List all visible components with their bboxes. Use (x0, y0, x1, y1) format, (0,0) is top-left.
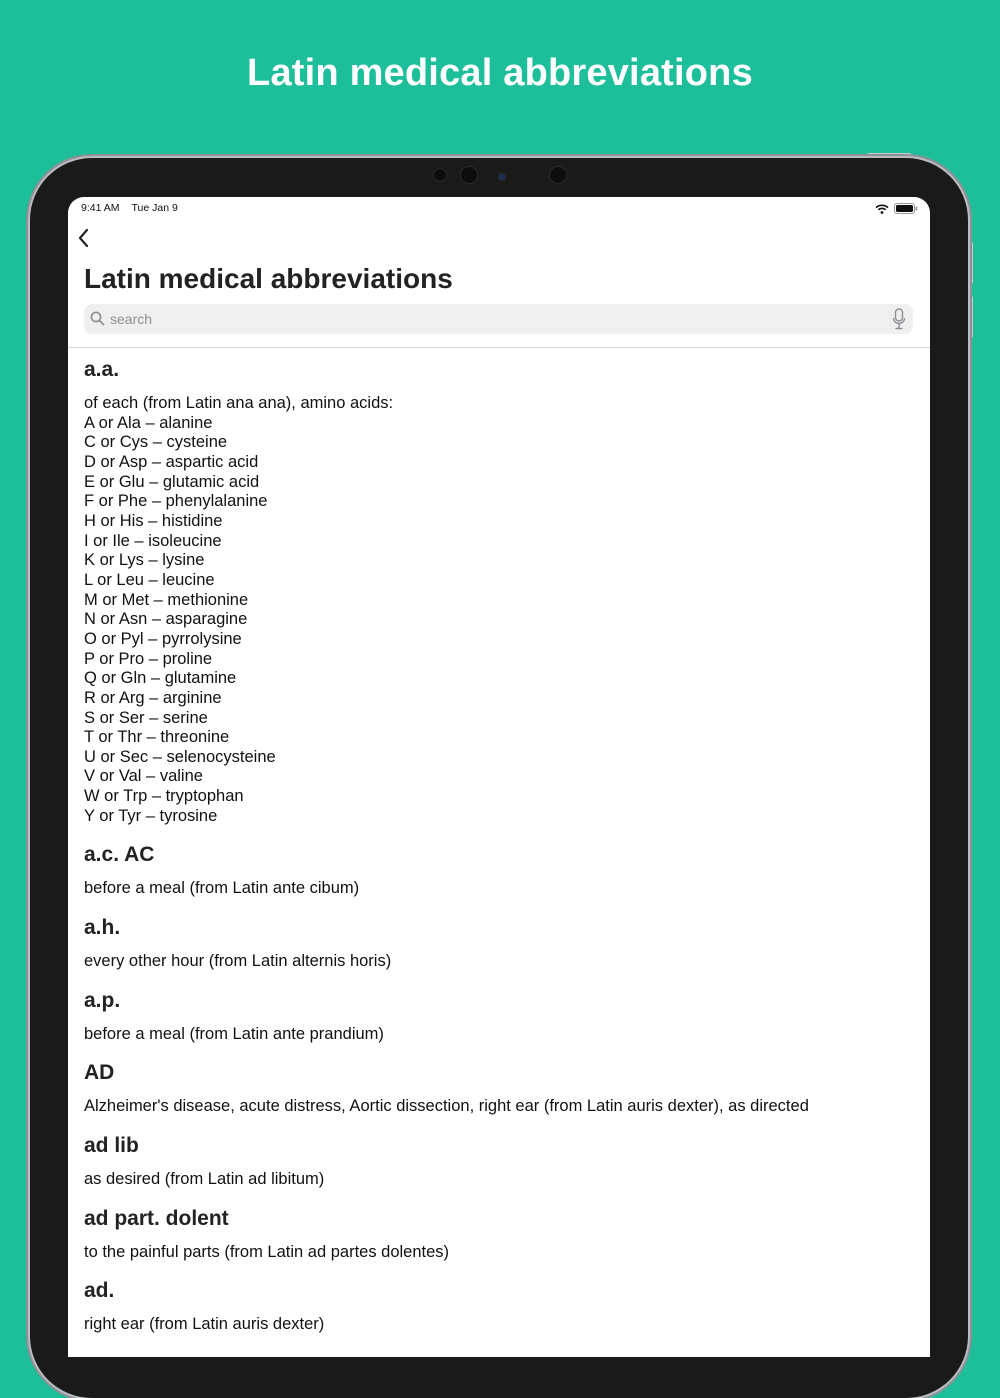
microphone-icon[interactable] (892, 308, 906, 335)
face-sensor (549, 166, 567, 184)
entry-definition: right ear (from Latin auris dexter) (84, 1315, 325, 1334)
status-icons (875, 201, 918, 219)
chevron-left-icon (76, 236, 92, 253)
camera-sensor (433, 168, 447, 182)
promo-banner-title: Latin medical abbreviations (247, 52, 753, 94)
entry-definition: Alzheimer's disease, acute distress, Aortic dissection, right ear (from Latin auris dexter), as directed (84, 1097, 809, 1116)
list-item[interactable] (84, 1060, 914, 1117)
entry-term: a.h. (84, 916, 121, 940)
entry-definition: every other hour (from Latin alternis horis) (84, 952, 392, 971)
list-item[interactable] (84, 1278, 914, 1335)
camera-indicator (498, 173, 506, 181)
device-volume-down-button (968, 296, 973, 338)
list-item[interactable] (84, 915, 914, 972)
front-camera (460, 166, 478, 184)
back-button[interactable] (76, 227, 92, 254)
list-item[interactable] (84, 988, 914, 1045)
entry-term: a.a. (84, 358, 120, 381)
entry-definition: before a meal (from Latin ante cibum) (84, 879, 360, 898)
header-divider (68, 347, 930, 348)
device-volume-up-button (968, 242, 973, 284)
status-bar (81, 202, 178, 214)
entry-definition: of each (from Latin ana ana), amino acids: A or Ala – alanine C or Cys – cysteine D or Asp – aspartic acid E or Glu – glutamic acid F or Phe – phenylalanine H or His – histidine I or Ile – isoleucine K or Lys – lysine L or Leu – leucine M or Met – methionine N or Asn – asparagine O or Pyl – pyrrolysine P or Pro – proline Q or Gln – glutamine R or Arg – arginine S or Ser – serine T or Thr – threonine U or Sec – selenocysteine V or Val – valine W or Trp – tryptophan Y or Tyr – tyrosine (84, 394, 394, 825)
entry-term: ad lib (84, 1134, 139, 1158)
entry-term: ad. (84, 1279, 115, 1303)
list-item[interactable] (84, 357, 914, 826)
status-date: Tue Jan 9 (131, 202, 178, 214)
entry-term: a.p. (84, 988, 121, 1012)
app-screen (68, 197, 930, 1357)
entry-term: a.c. AC (84, 843, 155, 867)
wifi-icon (875, 201, 889, 219)
search-icon (90, 311, 105, 331)
battery-icon (894, 201, 918, 219)
list-item[interactable] (84, 1206, 914, 1263)
search-bar[interactable] (84, 304, 913, 334)
entry-definition: to the painful parts (from Latin ad partes dolentes) (84, 1242, 450, 1261)
page-title: Latin medical abbreviations (84, 263, 453, 294)
status-time: 9:41 AM (81, 202, 120, 214)
entry-definition: before a meal (from Latin ante prandium) (84, 1024, 384, 1043)
entry-term: AD (84, 1061, 115, 1085)
search-input[interactable] (110, 304, 870, 334)
abbreviation-list (84, 357, 914, 1351)
entry-definition: as desired (from Latin ad libitum) (84, 1170, 325, 1189)
list-item[interactable] (84, 842, 914, 899)
entry-term: ad part. dolent (84, 1206, 229, 1230)
list-item[interactable] (84, 1133, 914, 1190)
